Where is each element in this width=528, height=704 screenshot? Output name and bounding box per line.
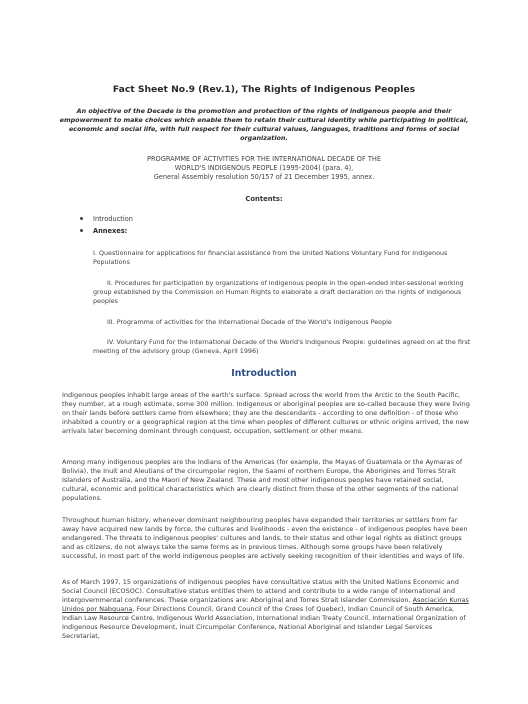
paragraph: Indigenous peoples inhabit large areas of the earth's surface. Spread across the world from the Arctic to the South Pacific, they number, at a rough estimate, some 300 million. Indigenous or aboriginal peoples are so-called because they were living on their lands before settlers came from elsewhere; they are the descendants - according to one definition - of those who inhabited a country or a geographical region at the time when peoples of different cultures or ethnic origins arrived, the new arrivals later becoming dominant through conquest, occupation, settlement or other means.: [62, 391, 470, 435]
page-title: Fact Sheet No.9 (Rev.1), The Rights of Indigenous Peoples: [112, 84, 416, 95]
introduction-heading: Introduction: [231, 368, 297, 379]
annex-item-2[interactable]: II. Procedures for participation by organizations of indigenous people in the open-ended inter-sessional working group established by the Commission on Human Rights to elaborate a draft declaration on the rights of indigenous peoples: [93, 279, 464, 305]
paragraph-text: , Four Directions Council, Grand Council of the Crees (of Quebec), Indian Council of South America, Indian Law Resource Centre, Indigenous World Association, International Indian Treaty Council, International Organization of Indigenous Resource Development, Inuit Circumpolar Conference, National Aboriginal and Islander Legal Services Secretariat,: [62, 605, 466, 640]
programme-line: PROGRAMME OF ACTIVITIES FOR THE INTERNATIONAL DECADE OF THE: [146, 155, 382, 163]
toc-item-introduction[interactable]: Introduction: [80, 213, 133, 225]
contents-list: [80, 213, 133, 237]
objective-statement: An objective of the Decade is the promotion and protection of the rights of indigenous people and their empowerment to make choices which enable them to retain their cultural identity while participating in political, economic and social life, with full respect for their cultural values, languages, traditions and forms of social organization.: [59, 107, 469, 142]
paragraph-text: As of March 1997, 15 organizations of indigenous peoples have consultative status with the United Nations Economic and Social Council (ECOSOC). Consultative status entitles them to attend and contribute to a wide range of international and intergovernmental conferences. These organizations are: Aboriginal and Torres Strait Islander Commission,: [62, 578, 459, 604]
paragraph: [62, 578, 472, 641]
contents-heading: Contents:: [245, 195, 283, 203]
annex-item-4[interactable]: IV. Voluntary Fund for the International Decade of the World's Indigenous People: guidelines agreed on at the first meeting of the advisory group (Geneva, April 1996): [93, 338, 471, 355]
annex-item-3[interactable]: III. Programme of activities for the International Decade of the World's Indigenous People: [107, 318, 392, 326]
toc-item-annexes[interactable]: Annexes:: [80, 225, 133, 237]
programme-reference: [100, 155, 428, 182]
programme-line: WORLD'S INDIGENOUS PEOPLE (1995-2004) (para. 4),: [174, 164, 354, 172]
paragraph: Among many indigenous peoples are the Indians of the Americas (for example, the Mayas of Guatemala or the Aymaras of Bolivia), the Inuit and Aleutians of the circumpolar region, the Saami of northern Europe, the Aborigines and Torres Strait Islanders of Australia, and the Maori of New Zealand. These and most other indigenous peoples have retained social, cultural, economic and political characteristics which are clearly distinct from those of the other segments of the national populations.: [62, 458, 463, 502]
programme-line: General Assembly resolution 50/157 of 21 December 1995, annex.: [153, 173, 375, 181]
annex-item-1[interactable]: I. Questionnaire for applications for financial assistance from the United Nations Voluntary Fund for Indigenous Populations: [93, 249, 448, 266]
paragraph: Throughout human history, whenever dominant neighbouring peoples have expanded their territories or settlers from far away have acquired new lands by force, the cultures and livelihoods - even the existence - of indigenous peoples have been endangered. The threats to indigenous peoples' cultures and lands, to their status and other legal rights as distinct groups and as citizens, do not always take the same forms as in previous times. Although some groups have been relatively successful, in most part of the world indigenous peoples are actively seeking recognition of their identities and ways of life.: [62, 516, 468, 560]
organization-link[interactable]: Asociación Kunas Unidos por Nabguana: [62, 596, 469, 613]
